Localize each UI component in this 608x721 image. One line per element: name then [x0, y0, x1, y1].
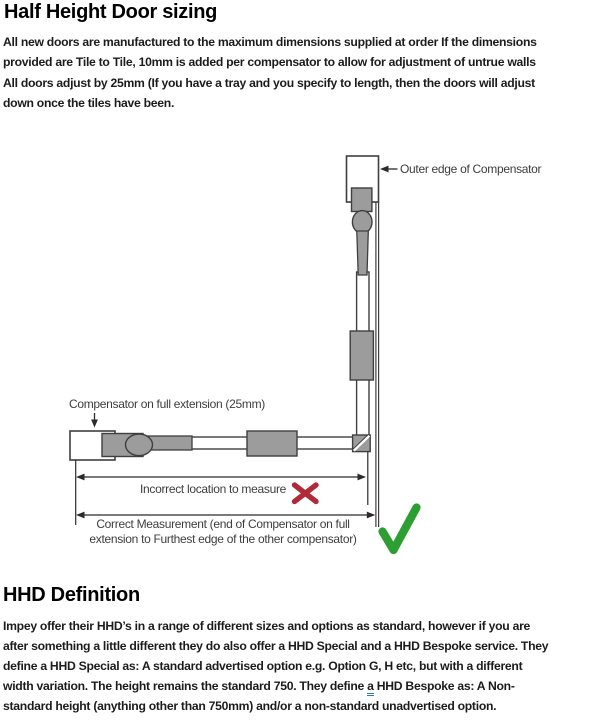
- text-line: All new doors are manufactured to the maximum dimensions supplied at order If the dimensions: [3, 35, 537, 49]
- full-extension-label: Compensator on full extension (25mm): [69, 397, 265, 411]
- horizontal-arm: [147, 436, 192, 450]
- correct-measure-label-line2: extension to Furthest edge of the other compensator): [89, 532, 357, 546]
- text-line: define a HHD Special as: A standard advertised option e.g. Option G, H etc, but with a different: [3, 659, 523, 673]
- compensator-measurement-diagram: [0, 150, 608, 570]
- incorrect-dim-left-arrowhead-icon: [76, 474, 85, 481]
- outer-edge-label: Outer edge of Compensator: [400, 162, 542, 176]
- text-line: Impey offer their HHD’s in a range of different sizes and options as standard, however if you are: [3, 619, 531, 633]
- vertical-clamp-bracket: [350, 331, 373, 380]
- horizontal-clamp-bracket: [247, 431, 297, 456]
- vertical-compensator-slider: [352, 188, 372, 212]
- correct-measure-label-line1: Correct Measurement (end of Compensator on full: [96, 517, 350, 531]
- vertical-pivot-knuckle: [352, 211, 372, 234]
- diagram-canvas: [0, 150, 608, 570]
- text-line: after something a little different they do also offer a HHD Special and a HHD Bespoke service. They: [3, 639, 549, 653]
- section-title-hhd-definition: HHD Definition: [3, 584, 140, 606]
- grammar-underlined-word: a: [367, 679, 374, 696]
- incorrect-measure-label: Incorrect location to measure: [139, 482, 287, 496]
- text-segment: width variation. The height remains the standard 750. They define: [3, 679, 368, 693]
- text-line: [3, 676, 608, 696]
- vertical-arm: [357, 231, 369, 275]
- definition-paragraph: [3, 616, 608, 716]
- section-title-half-height-door-sizing: Half Height Door sizing: [4, 1, 218, 23]
- outer-edge-arrowhead-icon: [380, 166, 389, 173]
- full-extension-arrowhead-icon: [91, 420, 98, 428]
- sizing-paragraph: [3, 32, 608, 113]
- incorrect-dim-right-arrowhead-icon: [358, 474, 367, 481]
- text-line: standard height (anything other than 750mm) and/or a non-standard unadvertised option.: [3, 699, 497, 713]
- text-line: All doors adjust by 25mm (If you have a tray and you specify to length, then the doors will adjust: [3, 75, 535, 90]
- text-segment: HHD Bespoke as: A Non-: [373, 679, 515, 693]
- text-line: provided are Tile to Tile, 10mm is added per compensator to allow for adjustment of untrue walls: [3, 55, 536, 70]
- text-line: down once the tiles have been.: [3, 95, 175, 110]
- horizontal-pivot-knuckle: [126, 434, 153, 456]
- correct-measure-label: [58, 517, 388, 547]
